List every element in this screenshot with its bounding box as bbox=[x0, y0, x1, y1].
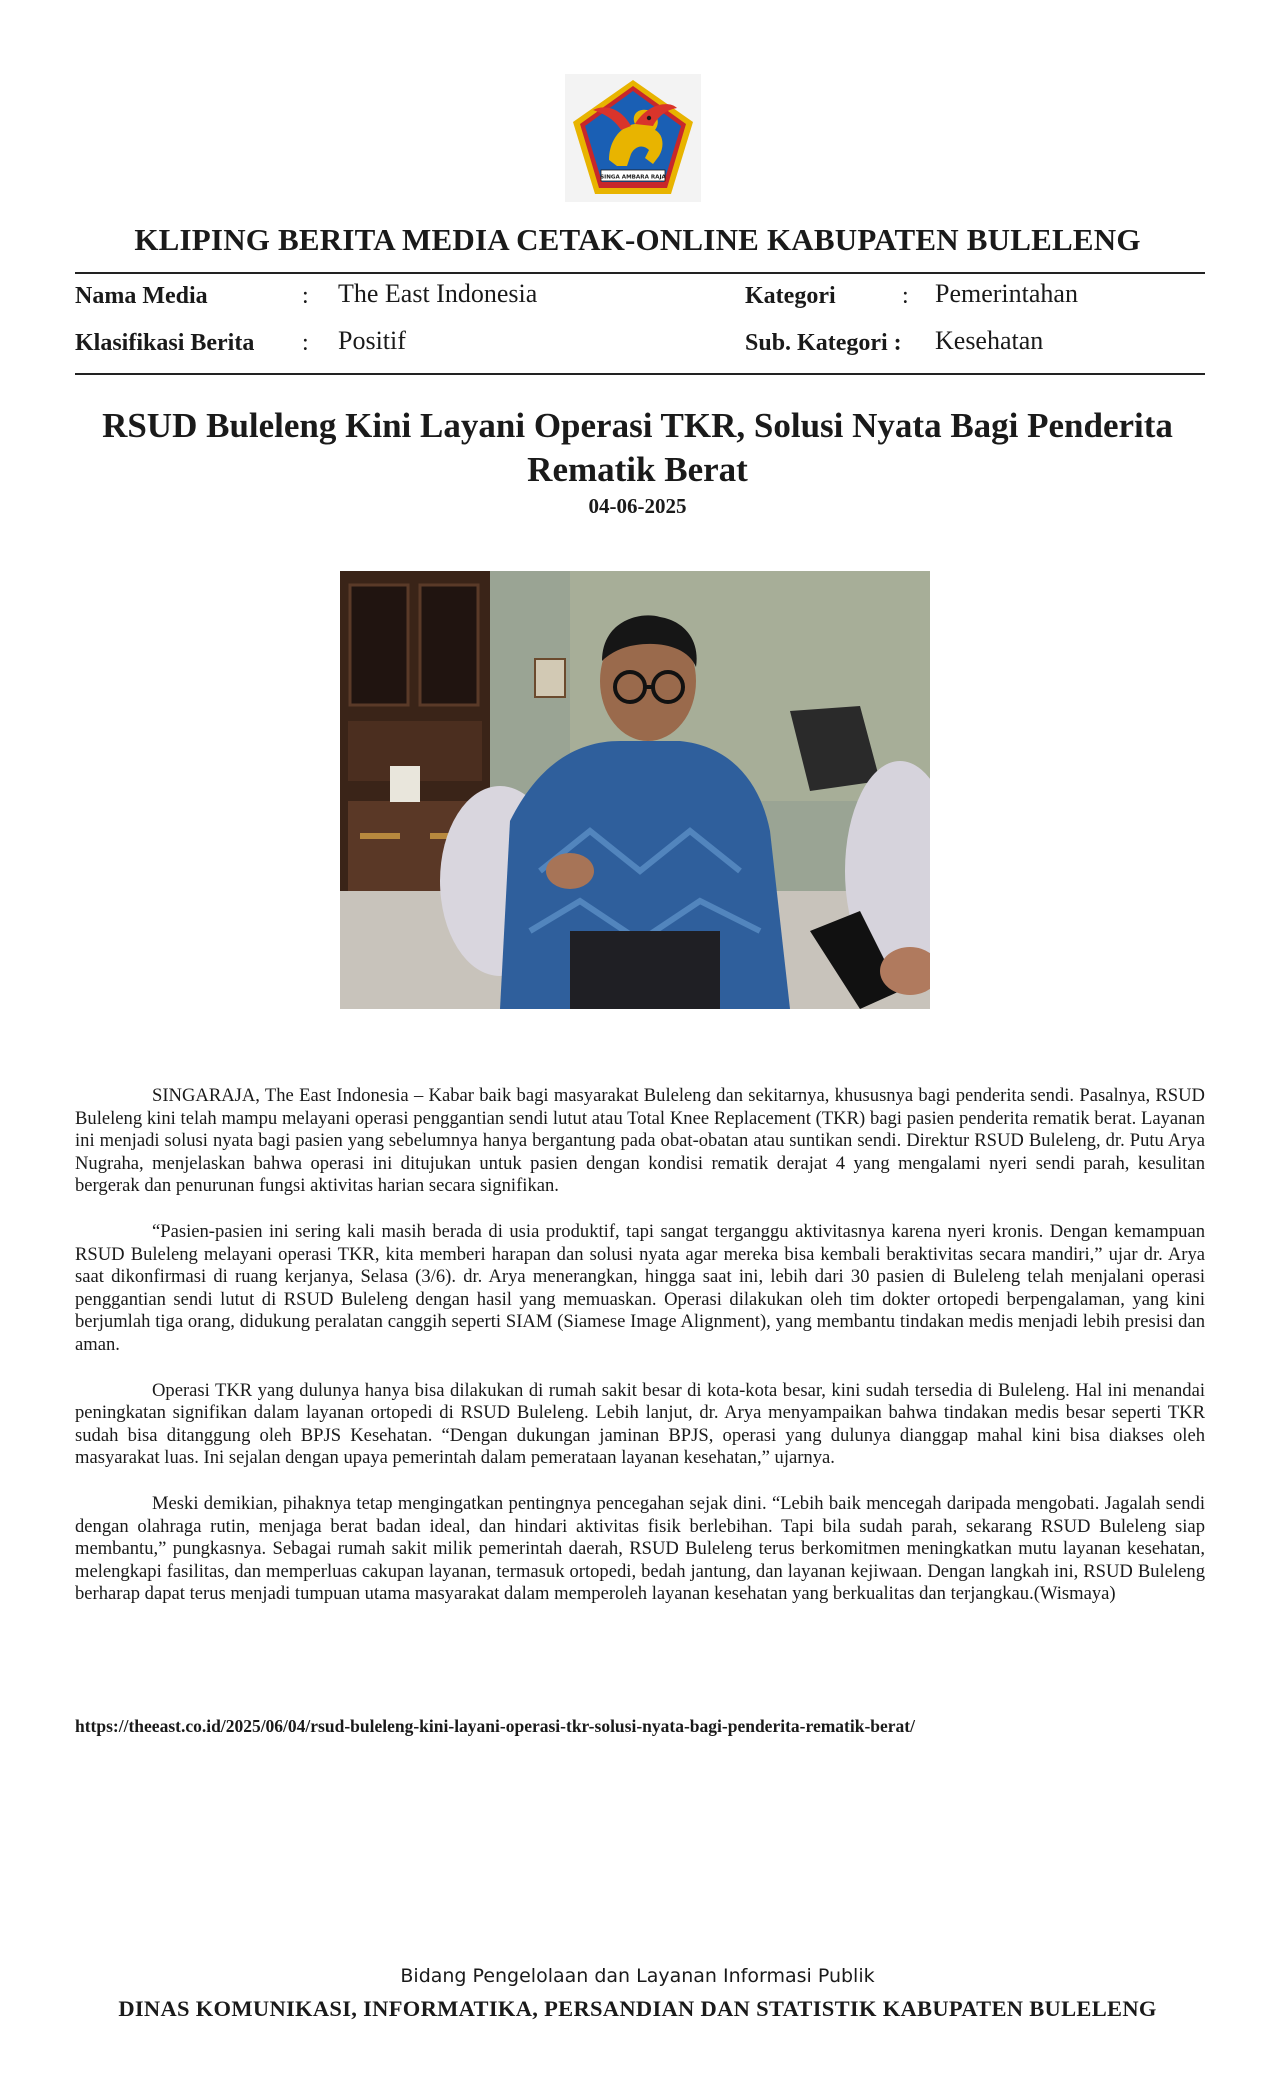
kategori-colon: : bbox=[902, 283, 909, 309]
article-paragraph: Meski demikian, pihaknya tetap mengingatkan pentingnya pencegahan sejak dini. “Lebih baik mencegah daripada mengobati. Jagalah sendi dengan olahraga rutin, menjaga berat badan ideal, dan hindari aktivitas fisik berlebihan. Tapi bila sudah parah, sekarang RSUD Buleleng siap membantu,” pungkasnya. Sebagai rumah sakit milik pemerintah daerah, RSUD Buleleng terus berkomitmen meningkatkan mutu layanan kesehatan, melengkapi fasilitas, dan memperluas cakupan layanan, termasuk ortopedi, bedah jantung, dan layanan kejiwaan. Dengan langkah ini, RSUD Buleleng berharap dapat terus menjadi tumpuan utama masyarakat dalam memperoleh layanan kesehatan yang berkualitas dan terjangkau.(Wismaya) bbox=[75, 1492, 1205, 1605]
klasifikasi-label: Klasifikasi Berita bbox=[75, 330, 255, 356]
winged-lion-emblem-icon bbox=[565, 74, 701, 202]
article-body bbox=[75, 1085, 1205, 1629]
interview-photo-illustration bbox=[340, 571, 930, 1009]
article-paragraph: SINGARAJA, The East Indonesia – Kabar baik bagi masyarakat Buleleng dan sekitarnya, khususnya bagi penderita sendi. Pasalnya, RSUD Buleleng kini telah mampu melayani operasi penggantian sendi lutut atau Total Knee Replacement (TKR) bagi pasien penderita rematik berat. Layanan ini menjadi solusi nyata bagi pasien yang sebelumnya hanya bergantung pada obat-obatan atau suntikan sendi. Direktur RSUD Buleleng, dr. Putu Arya Nugraha, menjelaskan bahwa operasi ini ditujukan untuk pasien dengan kondisi rematik derajat 4 yang mengalami nyeri sendi parah, kesulitan bergerak dan penurunan fungsi aktivitas harian secara signifikan. bbox=[75, 1085, 1205, 1197]
kategori-value: Pemerintahan bbox=[935, 279, 1078, 308]
bottom-divider bbox=[75, 373, 1205, 375]
article-photo bbox=[340, 571, 930, 1009]
nama-media-label: Nama Media bbox=[75, 283, 208, 309]
source-link[interactable]: https://theeast.co.id/2025/06/04/rsud-buleleng-kini-layani-operasi-tkr-solusi-nyata-bagi-penderita-rematik-berat/ bbox=[75, 1716, 915, 1736]
clipping-heading: KLIPING BERITA MEDIA CETAK-ONLINE KABUPATEN BULELENG bbox=[134, 222, 1141, 257]
kabupaten-emblem bbox=[565, 74, 701, 202]
emblem-motto: SINGA AMBARA RAJA bbox=[600, 174, 666, 181]
sub-kategori-label: Sub. Kategori : bbox=[745, 330, 902, 356]
kategori-label: Kategori bbox=[745, 283, 836, 309]
article-title: RSUD Buleleng Kini Layani Operasi TKR, Solusi Nyata Bagi Penderita Rematik Berat bbox=[102, 406, 1173, 489]
article-date: 04-06-2025 bbox=[588, 494, 687, 518]
nama-media-colon: : bbox=[302, 283, 309, 309]
article-paragraph: “Pasien-pasien ini sering kali masih berada di usia produktif, tapi sangat terganggu aktivitasnya karena nyeri kronis. Dengan kemampuan RSUD Buleleng melayani operasi TKR, kita memberi harapan dan solusi nyata agar mereka bisa kembali beraktivitas secara mandiri,” ujar dr. Arya saat dikonfirmasi di ruang kerjanya, Selasa (3/6). dr. Arya menerangkan, hingga saat ini, lebih dari 30 pasien di Buleleng telah menjalani operasi penggantian sendi lutut di RSUD Buleleng dengan hasil yang memuaskan. Operasi dilakukan oleh tim dokter ortopedi berpengalaman, yang kini berjumlah tiga orang, didukung peralatan canggih seperti SIAM (Siamese Image Alignment), yang membantu tindakan medis menjadi lebih presisi dan aman. bbox=[75, 1220, 1205, 1355]
article-paragraph: Operasi TKR yang dulunya hanya bisa dilakukan di rumah sakit besar di kota-kota besar, kini sudah tersedia di Buleleng. Hal ini menandai peningkatan signifikan dalam layanan ortopedi di RSUD Buleleng. Lebih lanjut, dr. Arya menyampaikan bahwa tindakan medis besar seperti TKR sudah bisa ditanggung oleh BPJS Kesehatan. “Dengan dukungan jaminan BPJS, operasi yang dulunya dianggap mahal kini bisa diakses oleh masyarakat luas. Ini sejalan dengan upaya pemerintah dalam pemerataan layanan kesehatan,” ujarnya. bbox=[75, 1379, 1205, 1469]
footer-agency: DINAS KOMUNIKASI, INFORMATIKA, PERSANDIAN DAN STATISTIK KABUPATEN BULELENG bbox=[118, 1996, 1157, 2021]
sub-kategori-value: Kesehatan bbox=[935, 326, 1044, 355]
nama-media-value: The East Indonesia bbox=[338, 279, 538, 308]
klasifikasi-colon: : bbox=[302, 330, 309, 356]
top-divider bbox=[75, 272, 1205, 274]
klasifikasi-value: Positif bbox=[338, 326, 406, 355]
footer-division: Bidang Pengelolaan dan Layanan Informasi Publik bbox=[400, 1965, 875, 1987]
